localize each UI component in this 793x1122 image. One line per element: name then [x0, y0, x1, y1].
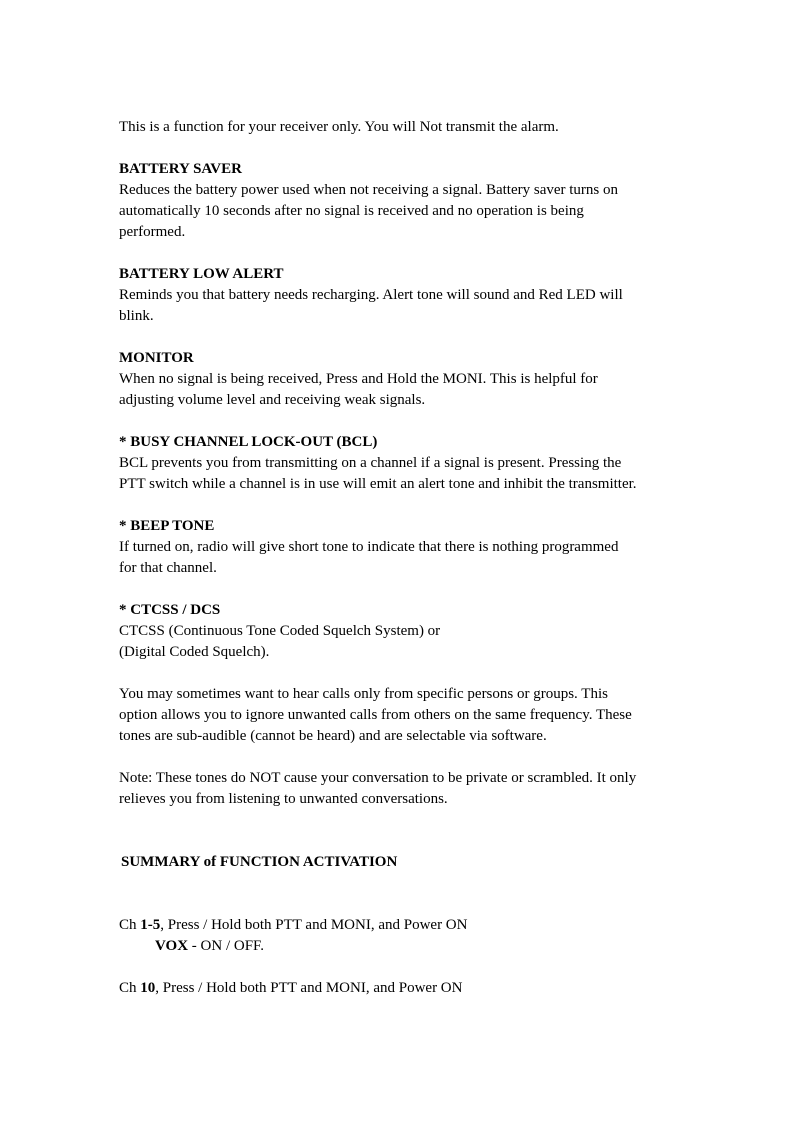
groups-line: tones are sub-audible (cannot be heard) and are selectable via software.	[119, 728, 547, 744]
beep-tone-line: If turned on, radio will give short tone to indicate that there is nothing programmed	[119, 539, 619, 555]
summary-item-vox	[119, 936, 689, 957]
monitor-heading: MONITOR	[119, 350, 194, 366]
vox-state: - ON / OFF.	[188, 938, 264, 954]
ch-instruction: , Press / Hold both PTT and MONI, and Power ON	[160, 917, 468, 933]
intro-text: This is a function for your receiver only. You will Not transmit the alarm.	[119, 119, 559, 135]
groups-line: You may sometimes want to hear calls only from specific persons or groups. This	[119, 686, 608, 702]
ch-number: 1-5	[140, 917, 161, 933]
monitor-line: adjusting volume level and receiving weak signals.	[119, 392, 426, 408]
ch-instruction: , Press / Hold both PTT and MONI, and Power ON	[155, 980, 463, 996]
battery-saver-heading: BATTERY SAVER	[119, 161, 242, 177]
ch-prefix: Ch	[119, 980, 141, 996]
beep-tone-heading: * BEEP TONE	[119, 518, 215, 534]
ch-prefix: Ch	[119, 917, 141, 933]
battery-low-line: Reminds you that battery needs recharging. Alert tone will sound and Red LED will	[119, 287, 623, 303]
battery-saver-line: automatically 10 seconds after no signal is received and no operation is being	[119, 203, 584, 219]
bcl-heading: * BUSY CHANNEL LOCK-OUT (BCL)	[119, 434, 378, 450]
note-line: relieves you from listening to unwanted conversations.	[119, 791, 448, 807]
vox-label: VOX	[155, 938, 189, 954]
battery-saver-line: Reduces the battery power used when not receiving a signal. Battery saver turns on	[119, 182, 619, 198]
document-page	[119, 117, 689, 999]
bcl-line: PTT switch while a channel is in use will emit an alert tone and inhibit the transmitter.	[119, 476, 637, 492]
battery-low-heading: BATTERY LOW ALERT	[119, 266, 284, 282]
ctcss-line: CTCSS (Continuous Tone Coded Squelch System) or	[119, 623, 441, 639]
ctcss-line: (Digital Coded Squelch).	[119, 644, 270, 660]
note-line: Note: These tones do NOT cause your conversation to be private or scrambled. It only	[119, 770, 637, 786]
battery-saver-line: performed.	[119, 224, 186, 240]
ctcss-heading: * CTCSS / DCS	[119, 602, 221, 618]
monitor-line: When no signal is being received, Press and Hold the MONI. This is helpful for	[119, 371, 598, 387]
summary-heading: SUMMARY of FUNCTION ACTIVATION	[121, 854, 398, 870]
summary-item-ch10	[119, 978, 689, 999]
battery-low-line: blink.	[119, 308, 154, 324]
summary-item-ch1-5	[119, 915, 689, 936]
groups-line: option allows you to ignore unwanted calls from others on the same frequency. These	[119, 707, 632, 723]
ch-number: 10	[140, 980, 156, 996]
bcl-line: BCL prevents you from transmitting on a channel if a signal is present. Pressing the	[119, 455, 622, 471]
beep-tone-line: for that channel.	[119, 560, 217, 576]
